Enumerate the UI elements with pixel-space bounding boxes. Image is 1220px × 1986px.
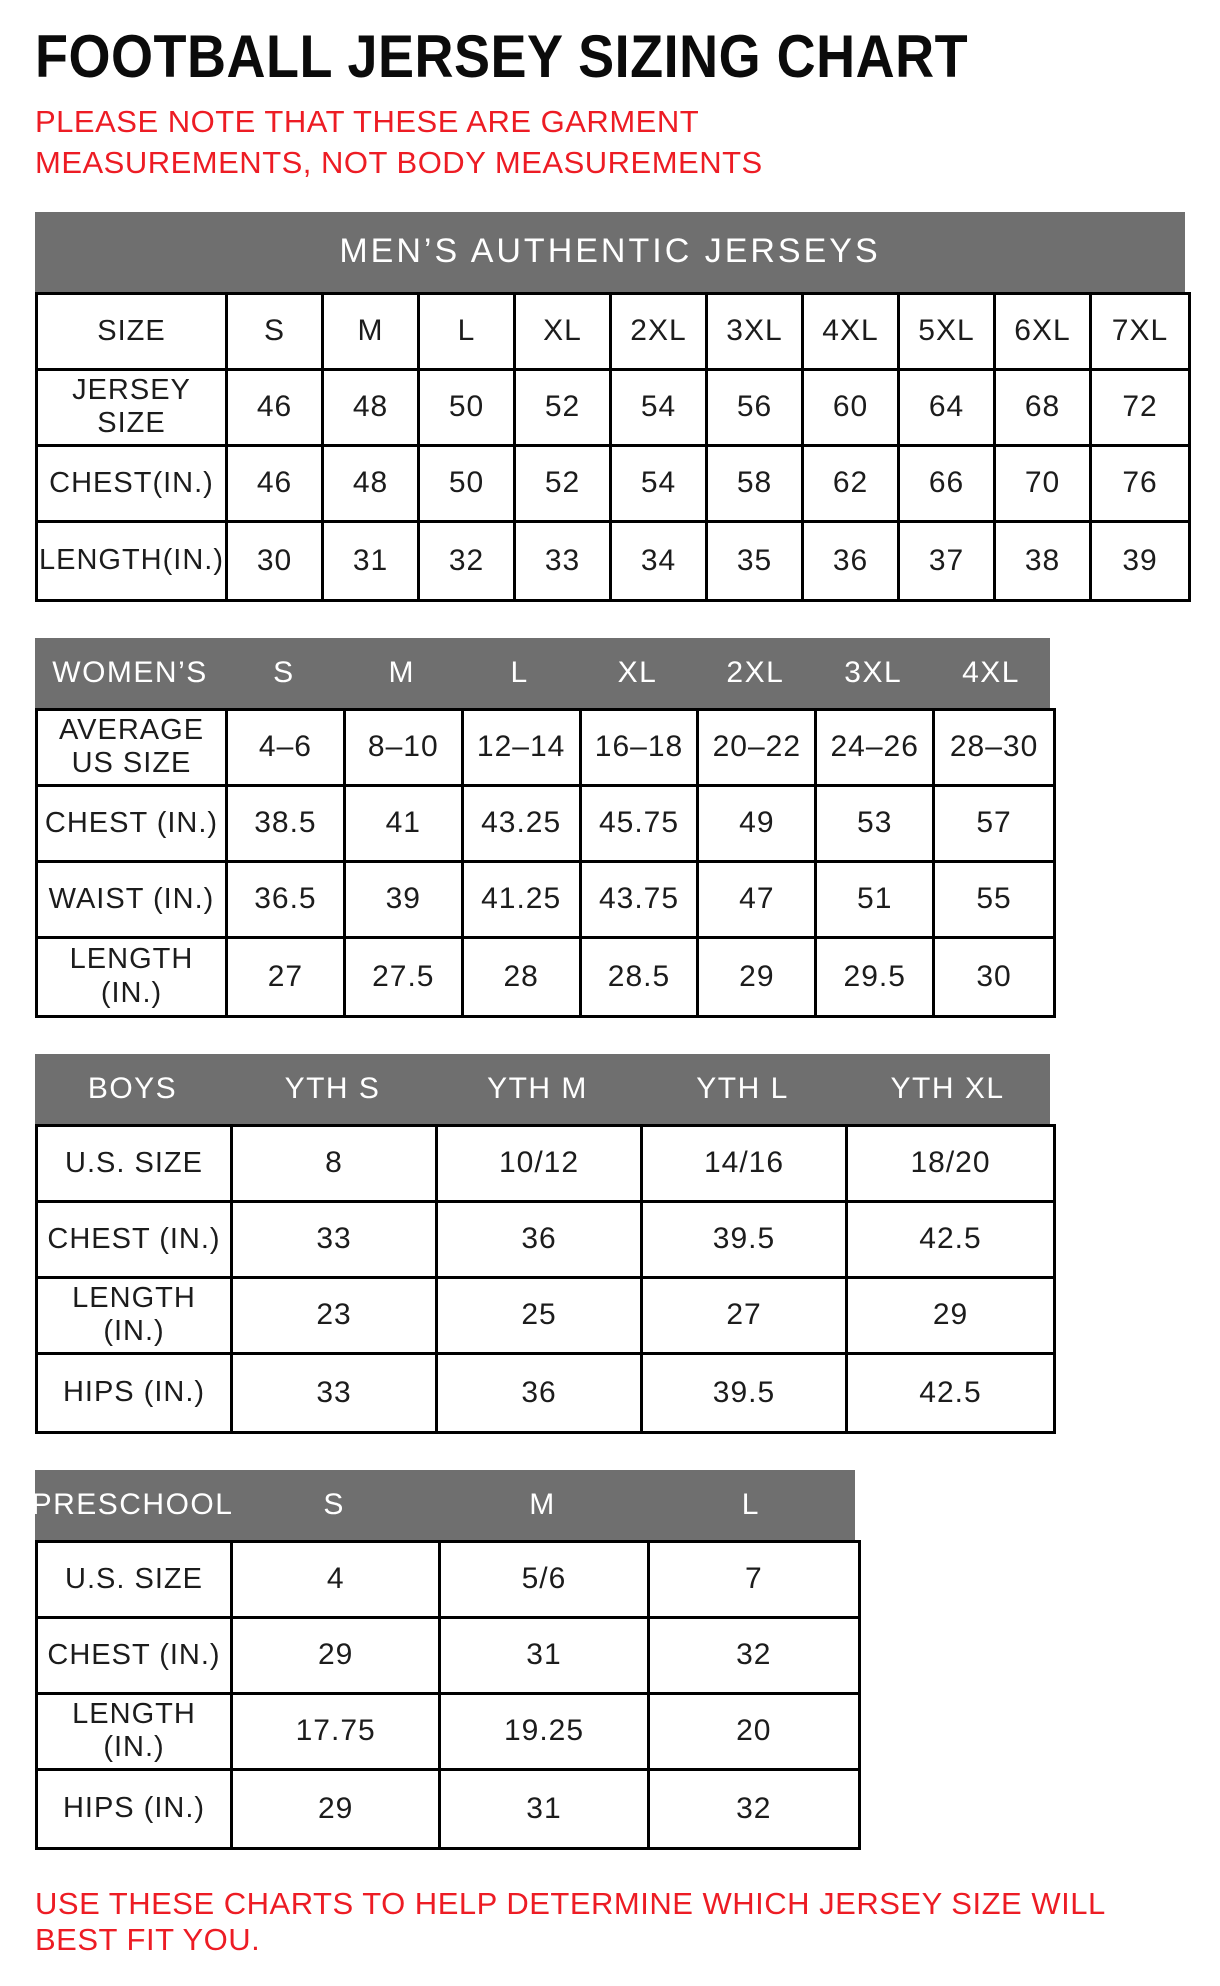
boys-data-cell: 10/12 <box>438 1127 643 1203</box>
mens-data-cell: 32 <box>420 523 516 599</box>
womens-data-cell: 36.5 <box>228 863 346 939</box>
boys-row-label: CHEST (IN.) <box>38 1203 233 1279</box>
boys-header-cell: YTH M <box>487 1071 588 1105</box>
mens-data-cell: M <box>324 295 420 371</box>
table-mens <box>35 212 1185 602</box>
womens-data-cell: 49 <box>699 787 817 863</box>
womens-data-cell: 28–30 <box>935 711 1053 787</box>
womens-header-cell: 3XL <box>844 655 903 689</box>
mens-data-cell: 60 <box>804 371 900 447</box>
womens-data-cell: 27.5 <box>346 939 464 1015</box>
womens-header-cell: M <box>388 655 416 689</box>
mens-data-cell: 66 <box>900 447 996 523</box>
mens-data-cell: 64 <box>900 371 996 447</box>
boys-data-cell: 39.5 <box>643 1203 848 1279</box>
boys-header-row <box>35 1054 1050 1124</box>
mens-data-cell: 35 <box>708 523 804 599</box>
womens-data-cell: 45.75 <box>582 787 700 863</box>
mens-data-cell: 31 <box>324 523 420 599</box>
womens-header-cell: 2XL <box>726 655 785 689</box>
womens-data-cell: 8–10 <box>346 711 464 787</box>
mens-data-cell: 33 <box>516 523 612 599</box>
womens-data-cell: 24–26 <box>817 711 935 787</box>
mens-data-cell: 58 <box>708 447 804 523</box>
preschool-data-cell: 20 <box>650 1695 858 1771</box>
mens-data-cell: 54 <box>612 371 708 447</box>
mens-data-cell: XL <box>516 295 612 371</box>
preschool-data-cell: 4 <box>233 1543 441 1619</box>
mens-data-cell: 46 <box>228 447 324 523</box>
womens-data-cell: 41 <box>346 787 464 863</box>
mens-data-cell: 72 <box>1092 371 1188 447</box>
boys-data-cell: 27 <box>643 1279 848 1355</box>
womens-header-cell: 4XL <box>962 655 1020 689</box>
womens-data-cell: 43.25 <box>464 787 582 863</box>
mens-data-cell: 50 <box>420 447 516 523</box>
mens-data-cell: 7XL <box>1092 295 1188 371</box>
mens-data-cell: 4XL <box>804 295 900 371</box>
preschool-header-row <box>31 1470 855 1540</box>
boys-data-cell: 23 <box>233 1279 438 1355</box>
mens-data-cell: 48 <box>324 447 420 523</box>
womens-data-cell: 28 <box>464 939 582 1015</box>
womens-row-label: LENGTH (IN.) <box>38 939 228 1015</box>
mens-data-cell: 62 <box>804 447 900 523</box>
womens-data-cell: 53 <box>817 787 935 863</box>
womens-data-cell: 20–22 <box>699 711 817 787</box>
mens-data-cell: 34 <box>612 523 708 599</box>
mens-data-cell: 6XL <box>996 295 1092 371</box>
preschool-data-cell: 29 <box>233 1619 441 1695</box>
womens-row-label: AVERAGE US SIZE <box>38 711 228 787</box>
boys-data-cell: 8 <box>233 1127 438 1203</box>
preschool-row-label: U.S. SIZE <box>38 1543 233 1619</box>
womens-data-cell: 47 <box>699 863 817 939</box>
mens-data-cell: 48 <box>324 371 420 447</box>
mens-data-cell: S <box>228 295 324 371</box>
womens-data-grid <box>35 708 1056 1018</box>
womens-data-cell: 27 <box>228 939 346 1015</box>
mens-data-cell: 52 <box>516 447 612 523</box>
boys-data-cell: 25 <box>438 1279 643 1355</box>
mens-row-label: JERSEY SIZE <box>38 371 228 447</box>
womens-data-cell: 28.5 <box>582 939 700 1015</box>
preschool-row-label: CHEST (IN.) <box>38 1619 233 1695</box>
boys-row-label: U.S. SIZE <box>38 1127 233 1203</box>
tables-container <box>31 212 1185 1850</box>
boys-header-cell: YTH S <box>284 1071 381 1105</box>
womens-data-cell: 12–14 <box>464 711 582 787</box>
womens-row-label: CHEST (IN.) <box>38 787 228 863</box>
womens-row-label: WAIST (IN.) <box>38 863 228 939</box>
mens-row-label: LENGTH(IN.) <box>38 523 228 599</box>
womens-header-cell: XL <box>617 655 658 689</box>
preschool-header-cell: S <box>323 1487 345 1521</box>
footer-note: USE THESE CHARTS TO HELP DETERMINE WHICH JERSEY SIZE WILL BEST FIT YOU. <box>35 1885 1105 1957</box>
womens-header-label: WOMEN’S <box>52 655 208 689</box>
mens-data-cell: 38 <box>996 523 1092 599</box>
boys-row-label: LENGTH (IN.) <box>38 1279 233 1355</box>
mens-data-cell: 3XL <box>708 295 804 371</box>
boys-row-label: HIPS (IN.) <box>38 1355 233 1431</box>
womens-data-cell: 43.75 <box>582 863 700 939</box>
mens-data-cell: 36 <box>804 523 900 599</box>
boys-data-cell: 18/20 <box>848 1127 1053 1203</box>
womens-header-row <box>35 638 1050 708</box>
womens-data-cell: 39 <box>346 863 464 939</box>
boys-data-cell: 29 <box>848 1279 1053 1355</box>
mens-data-cell: 46 <box>228 371 324 447</box>
womens-data-cell: 30 <box>976 959 1012 993</box>
mens-data-cell: 30 <box>228 523 324 599</box>
womens-data-cell: 16–18 <box>582 711 700 787</box>
boys-data-cell: 39.5 <box>643 1355 848 1431</box>
mens-data-cell: 52 <box>516 371 612 447</box>
mens-data-cell: 68 <box>996 371 1092 447</box>
preschool-data-cell: 32 <box>650 1619 858 1695</box>
mens-data-cell: 50 <box>420 371 516 447</box>
table-boys <box>35 1054 1185 1434</box>
womens-header-cell: S <box>273 655 295 689</box>
mens-data-cell: 56 <box>708 371 804 447</box>
mens-data-cell: 5XL <box>900 295 996 371</box>
womens-data-cell: 57 <box>935 787 1053 863</box>
boys-header-label: BOYS <box>87 1071 178 1105</box>
page-title: FOOTBALL JERSEY SIZING CHART <box>35 23 969 91</box>
womens-data-cell: 55 <box>935 863 1053 939</box>
table-preschool <box>31 1470 1185 1850</box>
preschool-data-cell: 31 <box>441 1619 649 1695</box>
mens-data-cell: 2XL <box>612 295 708 371</box>
mens-data-cell: 54 <box>612 447 708 523</box>
mens-data-cell: 37 <box>900 523 996 599</box>
mens-table-title: MEN’S AUTHENTIC JERSEYS <box>35 212 1185 292</box>
boys-data-cell: 33 <box>233 1355 438 1431</box>
womens-data-cell: 29.5 <box>817 939 935 1015</box>
preschool-data-cell: 29 <box>233 1771 441 1847</box>
womens-data-cell: 38.5 <box>228 787 346 863</box>
boys-header-cell: YTH L <box>696 1071 789 1105</box>
boys-data-cell: 42.5 <box>848 1203 1053 1279</box>
womens-data-cell: 41.25 <box>464 863 582 939</box>
womens-header-cell: L <box>510 655 529 689</box>
preschool-header-cell: M <box>529 1487 556 1521</box>
preschool-row-label: LENGTH (IN.) <box>38 1695 233 1771</box>
mens-row-label: CHEST(IN.) <box>38 447 228 523</box>
mens-data-cell: 70 <box>996 447 1092 523</box>
preschool-header-label: PRESCHOOL <box>31 1487 234 1521</box>
preschool-data-cell: 5/6 <box>441 1543 649 1619</box>
preschool-data-cell: 17.75 <box>233 1695 441 1771</box>
womens-data-cell: 4–6 <box>228 711 346 787</box>
womens-data-cell: 29 <box>699 939 817 1015</box>
preschool-data-cell: 32 <box>736 1791 772 1825</box>
boys-header-cell: YTH XL <box>890 1071 1005 1105</box>
preschool-header-cell: L <box>741 1487 760 1521</box>
mens-data-cell: L <box>420 295 516 371</box>
boys-data-cell: 14/16 <box>643 1127 848 1203</box>
mens-data-cell: 76 <box>1092 447 1188 523</box>
preschool-data-cell: 31 <box>441 1771 649 1847</box>
garment-measurements-note: PLEASE NOTE THAT THESE ARE GARMENT MEASUREMENTS, NOT BODY MEASUREMENTS <box>35 104 763 180</box>
table-womens <box>35 638 1185 1018</box>
mens-data-grid <box>35 292 1191 602</box>
preschool-row-label: HIPS (IN.) <box>38 1771 233 1847</box>
boys-data-cell: 42.5 <box>919 1375 982 1409</box>
boys-data-cell: 33 <box>233 1203 438 1279</box>
boys-data-cell: 36 <box>438 1355 643 1431</box>
mens-row-label: SIZE <box>38 295 228 371</box>
boys-data-cell: 36 <box>438 1203 643 1279</box>
preschool-data-cell: 7 <box>650 1543 858 1619</box>
mens-data-cell: 39 <box>1122 543 1158 577</box>
womens-data-cell: 51 <box>817 863 935 939</box>
preschool-data-grid <box>35 1540 861 1850</box>
boys-data-grid <box>35 1124 1056 1434</box>
preschool-data-cell: 19.25 <box>441 1695 649 1771</box>
